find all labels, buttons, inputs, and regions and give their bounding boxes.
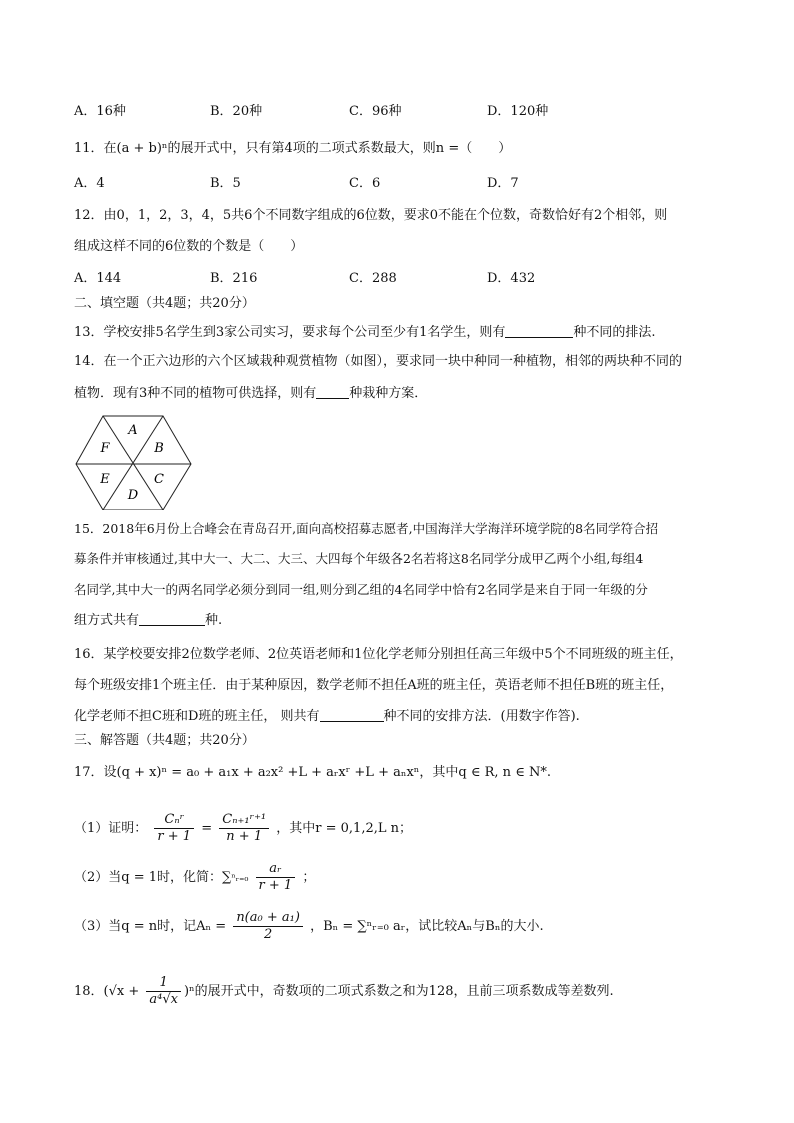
q17-part3-num: n(a₀ + a₁) (233, 910, 303, 927)
q18-den: a⁴√x (149, 992, 178, 1007)
q15-line3: 名同学,其中大一的两名同学必须分到同一组,则分到乙组的4名同学中恰有2名同学是来自于同一年级的分 (74, 582, 648, 597)
q17-part1 (74, 812, 412, 846)
q14-line1: 14．在一个正六边形的六个区域栽种观赏植物（如图），要求同一块中种同一种植物，相邻的两块种不同的 (74, 354, 683, 369)
q16-text-after: 种不同的安排方法．(用数字作答). (383, 709, 580, 724)
hex-label-b: B (154, 441, 164, 456)
q15-line4 (74, 611, 222, 630)
q17-part1-equals: = (201, 821, 213, 836)
q17-part2-sum-limits: ⁿᵣ₌₀ (231, 873, 249, 884)
q15-line2: 募条件并审核通过,其中大一、大二、大三、大四每个年级各2名若将这8名同学分成甲乙两个小组,每组4 (74, 551, 644, 566)
q17-part2-den: r + 1 (258, 878, 293, 893)
hex-label-a: A (128, 423, 138, 438)
q15-text-before: 组方式共有 (74, 613, 140, 628)
q17-part1-num-left: Cₙʳ (154, 812, 194, 829)
q14-answer-blank[interactable] (316, 384, 349, 399)
q16-line2: 每个班级安排1个班主任．由于某种原因，数学老师不担任A班的班主任，英语老师不担任B班的班主任， (74, 678, 674, 693)
q12-option-a: A．144 (74, 271, 122, 286)
q12-option-d: D．432 (487, 271, 536, 286)
q17-part2-prefix: （2）当q = 1时，化简：∑ (74, 870, 232, 885)
q13-text-before: 13．学校安排5名学生到3家公司实习，要求每个公司至少有1名学生，则有 (74, 325, 506, 340)
q10-option-c: C．96种 (349, 104, 402, 119)
q17-part1-prefix: （1）证明： (74, 821, 148, 836)
q17-part1-den-left: r + 1 (157, 829, 192, 844)
q18-line (74, 974, 614, 1010)
section-answer-heading: 三、解答题（共4题；共20分） (74, 733, 255, 748)
q17-part3-frac (233, 910, 303, 943)
q16-line1: 16．某学校要安排2位数学老师、2位英语老师和1位化学老师分别担任高三年级中5个不同班级的班主任， (74, 647, 683, 662)
q17-part1-suffix: ，其中r = 0,1,2,L n； (276, 821, 413, 836)
q17-part3 (74, 910, 544, 944)
q15-answer-blank[interactable] (139, 611, 205, 626)
section-fill-in-heading: 二、填空题（共4题；共20分） (74, 296, 255, 311)
q18-num: 1 (146, 975, 181, 992)
q14-line2 (74, 384, 427, 403)
hex-label-c: C (154, 472, 164, 487)
q17-part2-num: aᵣ (256, 861, 296, 878)
q16-text-before: 化学老师不担C班和D班的班主任， 则共有 (74, 709, 320, 724)
q18-frac (146, 975, 181, 1008)
q12-option-b: B．216 (210, 271, 258, 286)
q17-part2-suffix: ； (302, 870, 316, 885)
q16-line3 (74, 707, 580, 726)
q10-option-d: D．120种 (487, 104, 549, 119)
q11-option-d: D．7 (487, 176, 519, 191)
q12-stem-line1: 12．由0，1，2，3，4，5共6个不同数字组成的6位数，要求0不能在个位数，奇数恰好有2个相邻，则 (74, 208, 668, 223)
q17-part3-prefix: （3）当q = n时，记Aₙ = (74, 919, 227, 934)
q14-text-before: 植物．现有3种不同的植物可供选择，则有 (74, 386, 317, 401)
q12-option-c: C．288 (349, 271, 397, 286)
q17-part1-frac-left (154, 812, 194, 845)
hex-label-f: F (100, 441, 110, 456)
hex-label-d: D (127, 488, 139, 503)
q17-part2 (74, 861, 315, 896)
q10-option-b: B．20种 (210, 104, 263, 119)
q13-line (74, 323, 656, 342)
q15-line1: 15．2018年6月份上合峰会在青岛召开,面向高校招募志愿者,中国海洋大学海洋环境学院的8名同学符合招 (74, 521, 659, 536)
q17-part3-den: 2 (263, 927, 273, 942)
q16-answer-blank[interactable] (320, 707, 384, 722)
q13-text-after: 种不同的排法. (573, 325, 656, 340)
q17-stem: 17．设(q + x)ⁿ = a₀ + a₁x + a₂x² +L + aᵣxʳ +L + aₙxⁿ，其中q ∈ R, n ∈ N*. (74, 765, 551, 780)
q17-part3-suffix: ，Bₙ = ∑ⁿᵣ₌₀ aᵣ，试比较Aₙ与Bₙ的大小. (310, 919, 544, 934)
q17-part2-frac (256, 861, 296, 894)
hexagon-figure (74, 412, 194, 510)
q17-part1-den-right: n + 1 (226, 829, 263, 844)
q17-part1-frac-right (219, 812, 269, 845)
q12-stem-line2: 组成这样不同的6位数的个数是（ ） (74, 239, 304, 254)
hex-label-e: E (100, 472, 110, 487)
q11-option-b: B．5 (210, 176, 241, 191)
q18-text-after: )ⁿ的展开式中，奇数项的二项式系数之和为128，且前三项系数成等差数列. (183, 984, 614, 999)
q10-option-a: A．16种 (74, 104, 126, 119)
q18-text-before: 18．(√x + (74, 984, 140, 999)
q11-option-c: C．6 (349, 176, 381, 191)
q11-stem: 11．在(a + b)ⁿ的展开式中，只有第4项的二项式系数最大，则n =（ ） (74, 141, 512, 156)
q11-option-a: A．4 (74, 176, 105, 191)
q14-text-after: 种栽种方案． (349, 386, 428, 401)
q17-part1-num-right: Cₙ₊₁ʳ⁺¹ (219, 812, 269, 829)
q15-text-after: 种. (205, 613, 223, 628)
q13-answer-blank[interactable] (505, 323, 573, 338)
